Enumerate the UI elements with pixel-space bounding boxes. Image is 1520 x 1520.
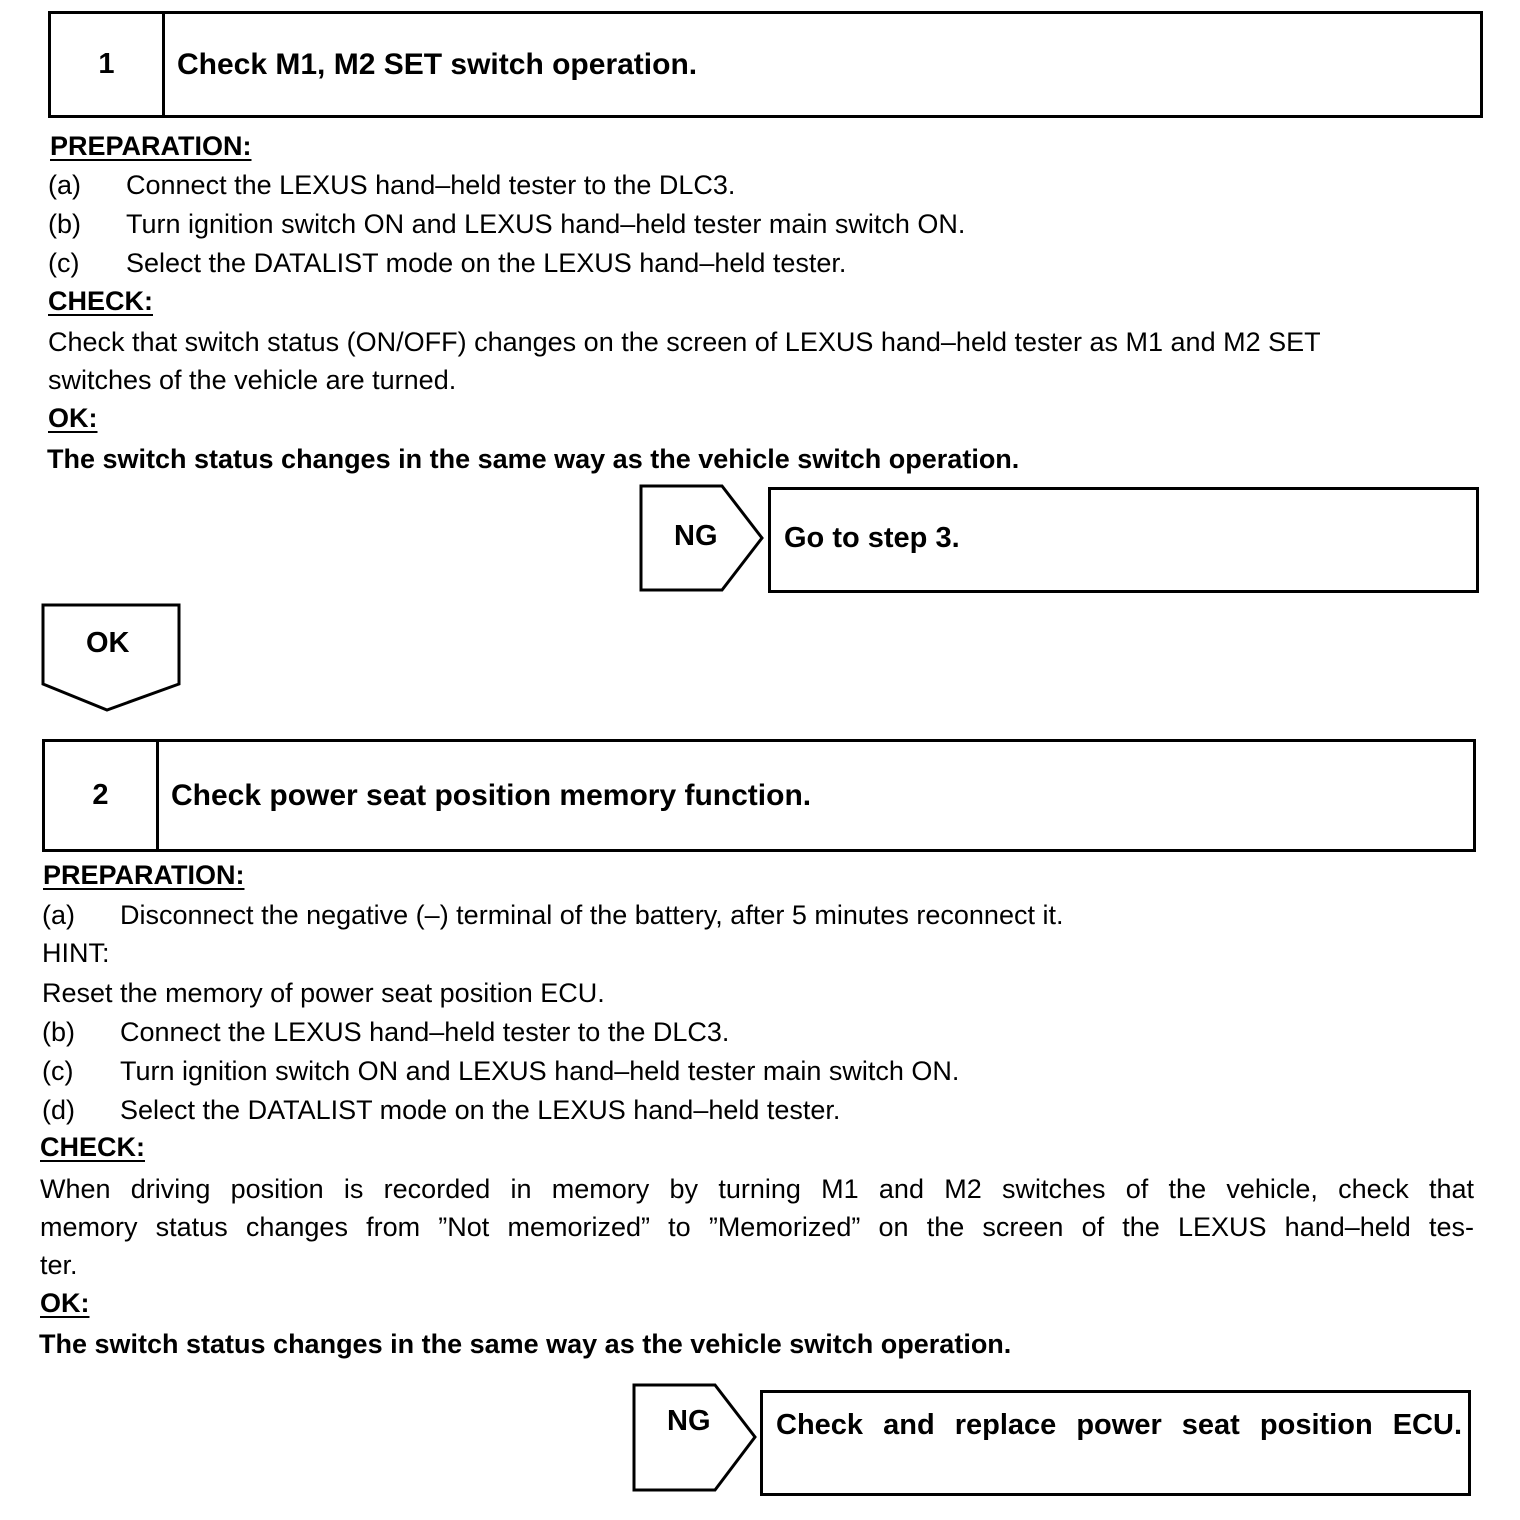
ok-heading: OK: bbox=[48, 403, 98, 433]
prep-item bbox=[42, 1055, 959, 1087]
check-text: memory status changes from ”Not memorized” to ”Memorized” on the screen of the LEXUS hand–held tes- bbox=[40, 1212, 1474, 1242]
ok-heading: OK: bbox=[40, 1288, 90, 1318]
ng-label: NG bbox=[667, 1405, 711, 1437]
ng-result-box: Go to step 3. bbox=[768, 487, 1479, 593]
hint-heading: HINT: bbox=[42, 938, 110, 968]
ng-result-box: Check and replace power seat position ECU. bbox=[760, 1390, 1471, 1496]
prep-item bbox=[42, 1016, 729, 1048]
item-text: Select the DATALIST mode on the LEXUS hand–held tester. bbox=[120, 1095, 841, 1125]
preparation-heading: PREPARATION: bbox=[50, 131, 252, 161]
check-text: Check that switch status (ON/OFF) changes on the screen of LEXUS hand–held tester as M1 and M2 SET bbox=[48, 327, 1321, 357]
ok-criteria: The switch status changes in the same way as the vehicle switch operation. bbox=[39, 1329, 1012, 1359]
hint-text: Reset the memory of power seat position ECU. bbox=[42, 978, 605, 1008]
item-text: Connect the LEXUS hand–held tester to the DLC3. bbox=[126, 170, 736, 200]
step-number: 1 bbox=[51, 14, 165, 115]
item-label: (c) bbox=[42, 1056, 74, 1086]
item-text: Connect the LEXUS hand–held tester to the DLC3. bbox=[120, 1017, 730, 1047]
prep-item bbox=[48, 208, 965, 240]
item-label: (d) bbox=[42, 1095, 75, 1125]
ok-label: OK bbox=[86, 627, 130, 659]
prep-item bbox=[42, 1094, 840, 1126]
prep-item bbox=[42, 899, 1063, 931]
check-text: switches of the vehicle are turned. bbox=[48, 365, 457, 395]
item-text: Disconnect the negative (–) terminal of the battery, after 5 minutes reconnect it. bbox=[120, 900, 1064, 930]
item-label: (c) bbox=[48, 248, 80, 278]
check-text: When driving position is recorded in memory by turning M1 and M2 switches of the vehicle, check that bbox=[40, 1174, 1474, 1204]
item-label: (a) bbox=[42, 900, 75, 930]
prep-item bbox=[48, 247, 846, 279]
item-label: (b) bbox=[48, 209, 81, 239]
item-label: (b) bbox=[42, 1017, 75, 1047]
ng-arrow-shape bbox=[0, 0, 1, 1]
preparation-heading: PREPARATION: bbox=[43, 860, 245, 890]
check-text: ter. bbox=[40, 1250, 78, 1280]
step-title: Check M1, M2 SET switch operation. bbox=[177, 47, 698, 81]
ok-criteria: The switch status changes in the same way as the vehicle switch operation. bbox=[47, 444, 1020, 474]
step-2-header bbox=[42, 739, 1476, 852]
prep-item bbox=[48, 169, 735, 201]
ng-label: NG bbox=[674, 520, 718, 552]
step-1-header bbox=[48, 11, 1483, 118]
check-heading: CHECK: bbox=[48, 286, 153, 316]
item-label: (a) bbox=[48, 170, 81, 200]
item-text: Select the DATALIST mode on the LEXUS hand–held tester. bbox=[126, 248, 847, 278]
step-title: Check power seat position memory function. bbox=[171, 778, 812, 812]
step-number: 2 bbox=[45, 742, 159, 849]
check-heading: CHECK: bbox=[40, 1132, 145, 1162]
item-text: Turn ignition switch ON and LEXUS hand–held tester main switch ON. bbox=[126, 209, 966, 239]
item-text: Turn ignition switch ON and LEXUS hand–held tester main switch ON. bbox=[120, 1056, 960, 1086]
